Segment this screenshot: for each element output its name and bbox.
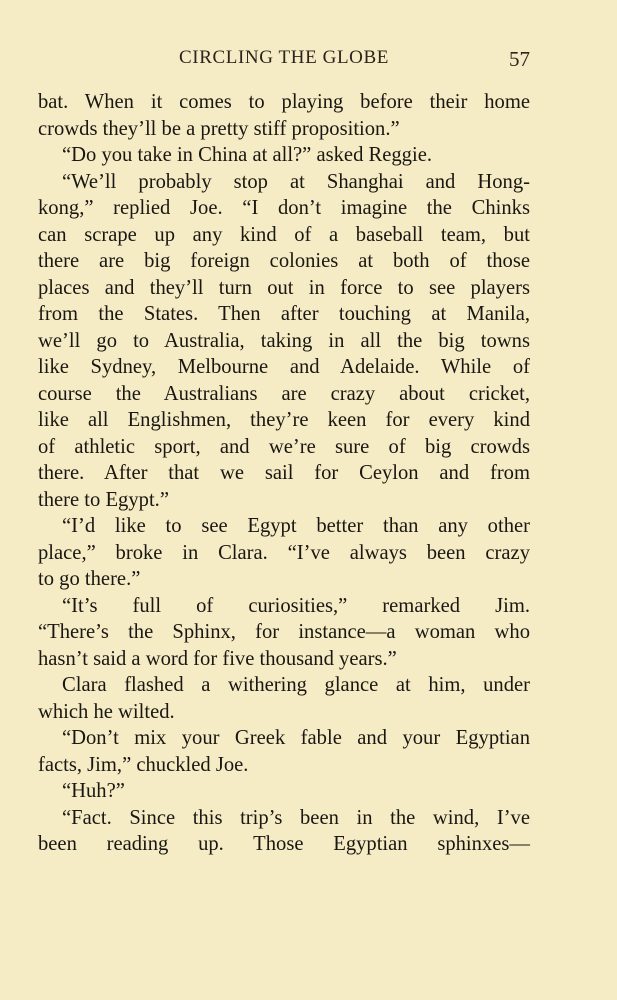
text-line: “Fact. Since this trip’s been in the wind, I’ve bbox=[62, 806, 530, 829]
text-line: to go there.” bbox=[38, 568, 141, 590]
text-line: “There’s the Sphinx, for instance—a woman who bbox=[38, 621, 530, 643]
text-line: hasn’t said a word for five thousand years.” bbox=[38, 647, 397, 670]
text-line: there to Egypt.” bbox=[38, 488, 169, 511]
text-line: facts, Jim,” chuckled Joe. bbox=[38, 753, 249, 776]
text-line: there are big foreign colonies at both of those bbox=[38, 250, 530, 272]
text-line: been reading up. Those Egyptian sphinxes— bbox=[38, 833, 530, 855]
text-line: “Don’t mix your Greek fable and your Egyptian bbox=[62, 727, 530, 749]
text-line: we’ll go to Australia, taking in all the big towns bbox=[38, 329, 530, 352]
text-line: bat. When it comes to playing before their home bbox=[38, 91, 530, 113]
text-line: “I’d like to see Egypt better than any other bbox=[62, 515, 530, 537]
text-line: of athletic sport, and we’re sure of big crowds bbox=[38, 435, 530, 458]
text-line: which he wilted. bbox=[38, 700, 175, 723]
text-line: there. After that we sail for Ceylon and from bbox=[38, 462, 530, 484]
text-line: “Huh?” bbox=[62, 780, 125, 802]
text-line: can scrape up any kind of a baseball team, but bbox=[38, 223, 530, 246]
text-line: like all Englishmen, they’re keen for every kind bbox=[38, 409, 530, 431]
page-header bbox=[38, 44, 530, 76]
text-line: places and they’ll turn out in force to see players bbox=[38, 276, 530, 299]
text-line: course the Australians are crazy about cricket, bbox=[38, 382, 530, 405]
text-line: kong,” replied Joe. “I don’t imagine the Chinks bbox=[38, 197, 530, 219]
text-line: “It’s full of curiosities,” remarked Jim. bbox=[62, 594, 530, 617]
text-line: “We’ll probably stop at Shanghai and Hong- bbox=[62, 170, 530, 193]
running-head: CIRCLING THE GLOBE bbox=[179, 47, 389, 68]
text-line: from the States. Then after touching at Manila, bbox=[38, 303, 530, 325]
text-line: place,” broke in Clara. “I’ve always been crazy bbox=[38, 541, 530, 564]
text-line: like Sydney, Melbourne and Adelaide. While of bbox=[38, 356, 530, 378]
text-line: crowds they’ll be a pretty stiff proposition.” bbox=[38, 117, 400, 140]
page-number: 57 bbox=[509, 47, 530, 71]
body-text bbox=[38, 89, 530, 858]
text-line: Clara flashed a withering glance at him, under bbox=[62, 674, 530, 696]
text-line: “Do you take in China at all?” asked Reggie. bbox=[62, 144, 432, 166]
